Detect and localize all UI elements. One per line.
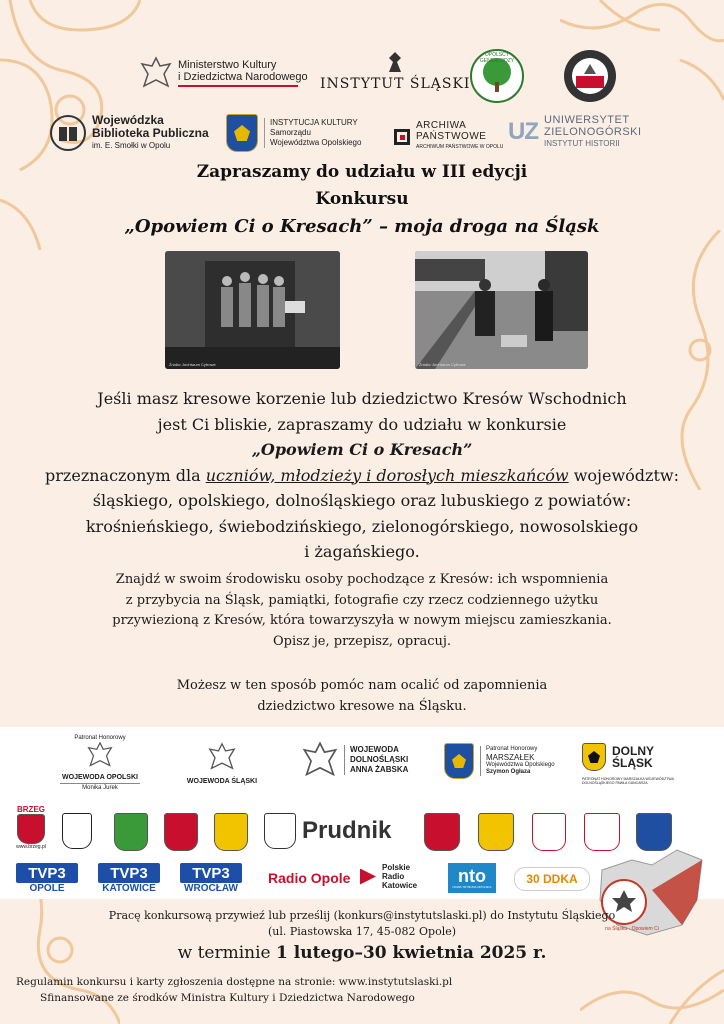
archiwa-sub: ARCHIWUM PAŃSTWOWE W OPOLU <box>416 144 504 150</box>
tvp3-wroclaw-logo <box>180 863 242 894</box>
financing-line: Sfinansowane ze środków Ministra Kultury i Dziedzictwa Narodowego <box>40 992 415 1004</box>
wbp-name: Wojewódzka Biblioteka Publiczna <box>92 113 209 140</box>
intro-line2: jest Ci bliskie, zapraszamy do udziału w konkursie <box>157 414 567 434</box>
details-line1: Znajdź w swoim środowisku osoby pochodzące z Kresów: ich wspomnienia <box>115 572 609 587</box>
intro-line7: i żagańskiego. <box>304 542 420 561</box>
eagle-icon <box>140 56 172 90</box>
crest-yellow-icon <box>478 813 514 851</box>
details-paragraph <box>0 570 724 652</box>
headline-line2: Konkursu <box>315 189 409 209</box>
crest-red-tower-icon <box>424 813 460 851</box>
marszalek-name: Szymon Ogłaza <box>486 769 531 775</box>
intro-line4c: województw: <box>568 465 679 485</box>
library-book-icon <box>50 115 86 151</box>
send-line2: (ul. Piastowska 17, 45-082 Opole) <box>267 925 457 938</box>
opolskie-crest-icon <box>226 114 258 152</box>
wojewoda-opolski-label: WOJEWODA OPOLSKI <box>62 774 138 781</box>
details-line3: przywiezioną z Kresów, która towarzyszyła w nowym miejscu zamieszkania. <box>112 613 612 628</box>
details-paragraph-2 <box>0 676 724 717</box>
tvp3-opole-label: OPOLE <box>29 883 65 894</box>
intro-paragraph <box>0 386 724 565</box>
opolskie-crest-icon <box>444 743 474 779</box>
brzeg-url: www.brzeg.pl <box>16 844 46 850</box>
term-line <box>0 943 724 963</box>
term-dates: 1 lutego–30 kwietnia 2025 r. <box>276 943 547 963</box>
regulations-line: Regulamin konkursu i karty zgłoszenia dostępne na stronie: www.instytutslaski.pl <box>16 976 453 988</box>
crest-green-icon <box>114 813 148 851</box>
photo-left-caption: Źródło: Archiwum Cyfrowe <box>169 362 216 367</box>
eagle-icon <box>208 741 236 773</box>
crest-eagle-yellow-icon <box>214 813 248 851</box>
polskie-radio-logo <box>360 863 417 890</box>
eagle-icon <box>87 741 113 769</box>
photo-right-caption: Źródło: Archiwum Cyfrowe <box>419 362 466 367</box>
wojewoda-slaski-logo <box>184 741 260 785</box>
instytucja-text: INSTYTUCJA KULTURY Samorządu Województwa Opolskiego <box>264 118 361 148</box>
dolny-slask-name: DOLNY ŚLĄSK <box>612 744 654 770</box>
tvp3-wroclaw-label: WROCŁAW <box>184 883 238 894</box>
wojewoda-opolski-name: Monika Jurek <box>60 783 140 791</box>
details-line6: dziedzictwo kresowe na Śląsku. <box>257 698 467 714</box>
uz-sub: INSTYTUT HISTORII <box>544 139 620 148</box>
wojewoda-dolnoslaski-label: WOJEWODA DOLNOŚLĄSKI ANNA ŻABSKA <box>344 745 408 775</box>
ministry-underline <box>178 85 298 87</box>
ministry-logo <box>140 56 308 90</box>
marszalek-sub: Województwa Opolskiego <box>486 762 555 768</box>
headline-line3: „Opowiem Ci o Kresach” – moja droga na Śląsk <box>124 216 600 237</box>
wojewoda-opolski-logo <box>60 735 140 791</box>
dolny-slask-crest-icon <box>582 743 606 771</box>
details-line2: z przybycia na Śląsk, pamiątki, fotografie czy rzecz codziennego użytku <box>125 592 599 608</box>
map-stamp-label: na Śląsku · Opowiem Ci <box>605 926 659 932</box>
patronat-label: Patronat Honorowy <box>74 735 126 741</box>
dolny-slask-logo <box>582 743 700 785</box>
tvp3-katowice-logo <box>98 863 160 894</box>
archiwa-square-icon <box>394 129 410 145</box>
crest-white-red-icon <box>532 813 566 851</box>
genealogy-logo <box>469 48 525 104</box>
intro-line4a: przeznaczonym dla <box>45 465 206 485</box>
tvp3-katowice-mark: TVP3 <box>98 863 160 883</box>
wojewoda-slaski-label: WOJEWODA ŚLĄSKI <box>186 778 258 785</box>
wbp-sub: im. E. Smołki w Opolu <box>92 141 171 150</box>
nto-logo <box>448 863 496 893</box>
intro-line5: śląskiego, opolskiego, dolnośląskiego oraz lubuskiego z powiatów: <box>92 491 632 510</box>
intro-line1: Jeśli masz kresowe korzenie lub dziedzictwo Kresów Wschodnich <box>97 389 627 408</box>
polskie-radio-name: Polskie Radio Katowice <box>382 863 418 890</box>
tvp3-katowice-label: KATOWICE <box>102 883 156 894</box>
wojewoda-dolnoslaski-logo <box>302 741 408 779</box>
ddk-logo: 30 DDKA <box>514 867 590 891</box>
crest-horse-icon <box>62 813 92 849</box>
intro-line3: „Opowiem Ci o Kresach” <box>251 440 473 459</box>
tvp3-wroclaw-mark: TVP3 <box>180 863 242 883</box>
nto-mark: nto <box>458 866 486 886</box>
society-seal-icon <box>562 48 618 104</box>
send-line1: Pracę konkursową przywieź lub prześlij (konkurs@instytutslaski.pl) do Instytutu Śląskiego <box>108 909 616 922</box>
instytut-emblem-icon <box>387 52 403 72</box>
uz-name: UNIWERSYTET ZIELONOGÓRSKI <box>544 114 642 138</box>
uz-mark: UZ <box>508 117 538 145</box>
ministry-name: Ministerstwo Kultury i Dziedzictwa Narodowego <box>178 59 308 83</box>
marszalek-patronat: Patronat Honorowy <box>486 746 538 752</box>
polskie-radio-icon <box>360 869 376 885</box>
instytut-name: INSTYTUT ŚLĄSKI <box>320 76 471 92</box>
photo-railway-station <box>415 251 588 369</box>
archiwa-logo <box>394 120 503 153</box>
radio-opole-logo: Radio Opole <box>268 870 351 886</box>
marszalek-label: MARSZAŁEK <box>486 753 535 762</box>
intro-line4b: uczniów, młodzieży i dorosłych mieszkańców <box>205 465 569 485</box>
genealogy-label: OPOLSCY GENEALODZY <box>479 52 515 64</box>
instytut-logo <box>320 52 470 92</box>
tvp3-opole-logo <box>16 863 78 894</box>
details-line5: Możesz w ten sposób pomóc nam ocalić od zapomnienia <box>176 678 548 693</box>
tvp3-opole-mark: TVP3 <box>16 863 78 883</box>
marszalek-logo <box>444 743 555 779</box>
dolny-slask-sub: PATRONAT HONOROWY MARSZAŁKA WOJEWÓDZTWA DOLNOŚLĄSKIEGO PAWŁA GANCARZA <box>582 777 674 785</box>
prudnik-logo <box>264 813 391 849</box>
brzeg-label: BRZEG <box>17 805 45 814</box>
photo-train-wagon <box>165 251 340 369</box>
term-prefix: w terminie <box>177 943 276 963</box>
details-line4: Opisz je, przepisz, opracuj. <box>272 633 452 649</box>
intro-line6: krośnieńskiego, świebodzińskiego, zielonogórskiego, nowosolskiego <box>85 516 639 536</box>
brzeg-logo <box>14 805 48 850</box>
crest-castle-icon <box>164 813 198 851</box>
archiwa-name: ARCHIWA PAŃSTWOWE <box>416 120 487 142</box>
wbp-logo <box>50 114 209 151</box>
nto-sub: NOWA TRYBUNA OPOLSKA <box>452 885 492 889</box>
intro-line4 <box>0 463 724 489</box>
headline-line1: Zapraszamy do udziału w III edycji <box>196 162 528 182</box>
brzeg-crest-icon <box>17 814 45 844</box>
photo-railway-scene <box>415 251 588 369</box>
instytucja-logo <box>226 114 361 152</box>
eagle-icon <box>302 741 338 779</box>
photo-train-wagon-scene <box>165 251 340 369</box>
prudnik-name: Prudnik <box>302 817 392 844</box>
uz-logo <box>508 114 642 149</box>
prudnik-crest-icon <box>264 813 296 849</box>
